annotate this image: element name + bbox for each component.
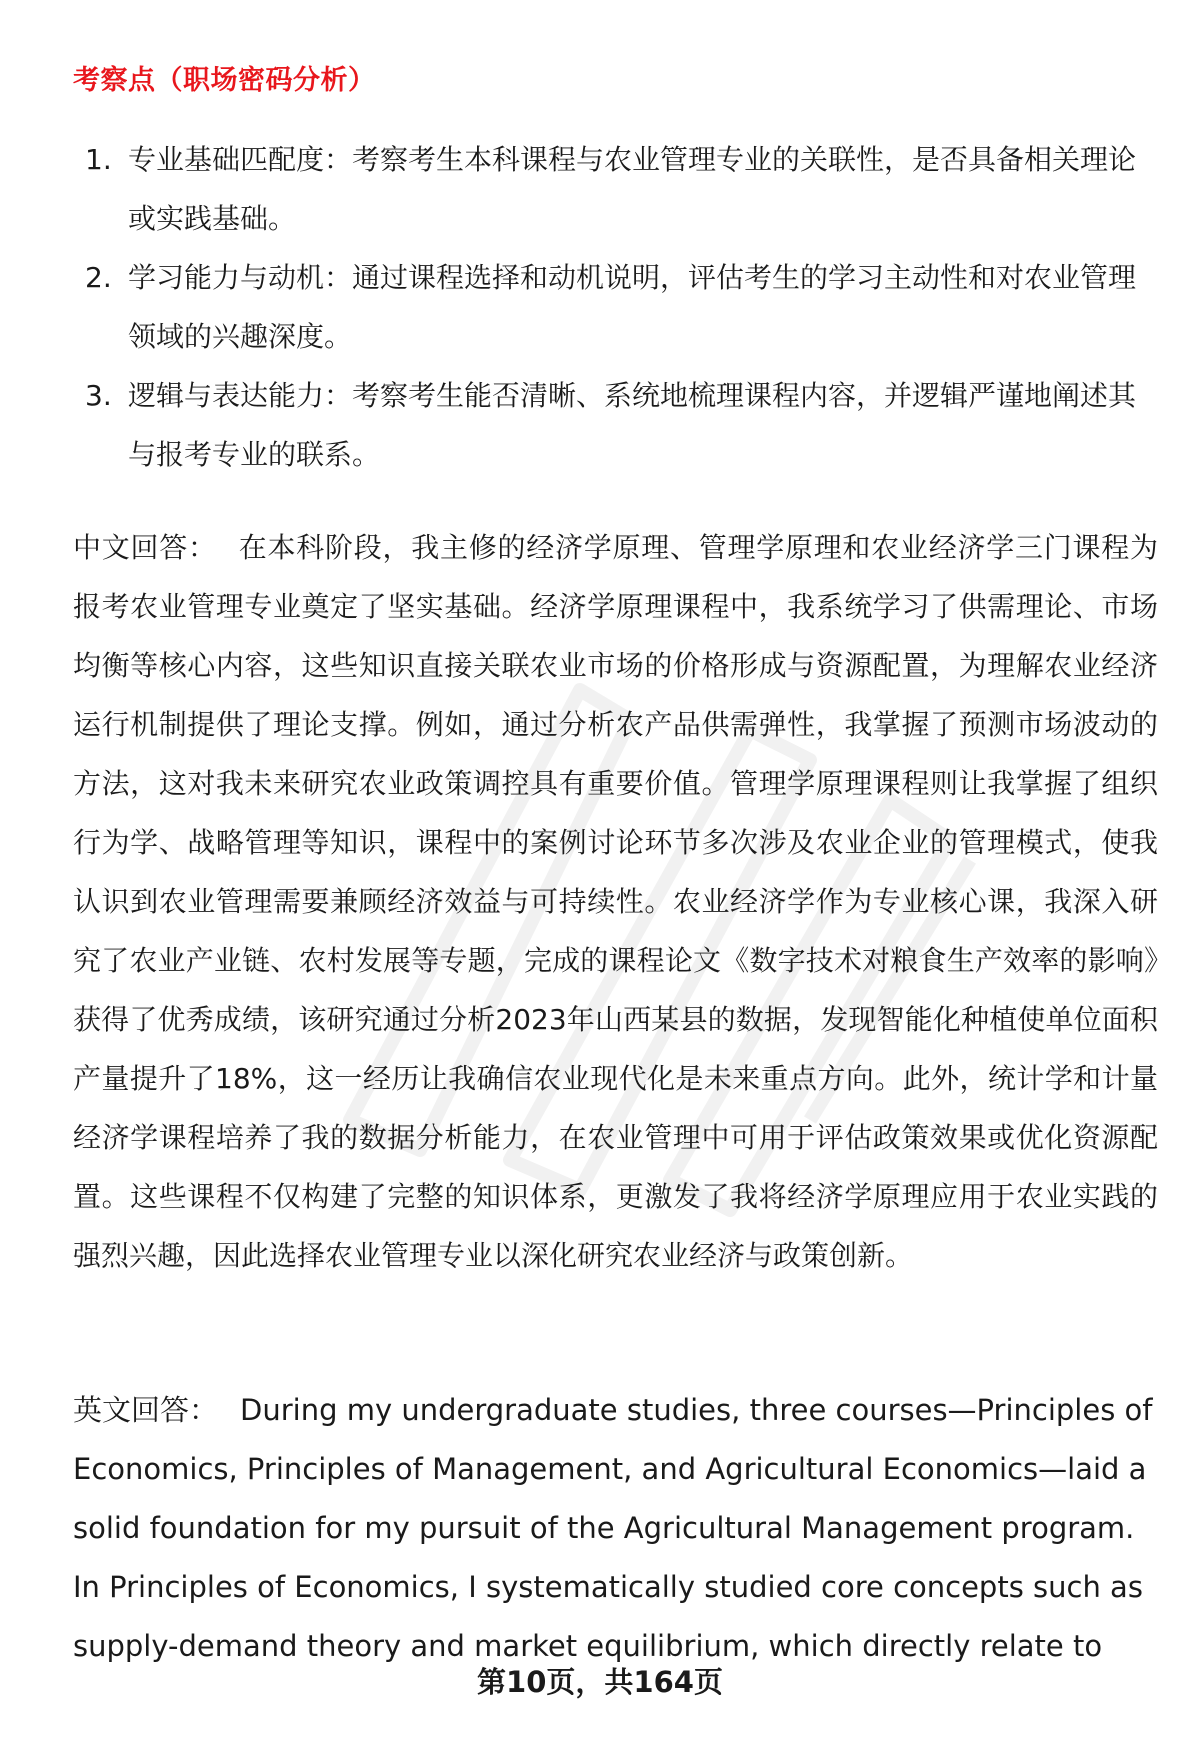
list-item-text: 专业基础匹配度：考察考生本科课程与农业管理专业的关联性，是否具备相关理论或实践基础。 [128,143,1137,235]
english-answer-text: During my undergraduate studies, three courses—Principles of Economics, Principles of Management, and Agricultural Economics—laid a solid foundation for my pursuit of the Agricultural Management program. In Principles of Economics, I systematically studied core concepts such as supply-demand theory and market equilibrium, which directly relate to [73,1393,1153,1663]
chinese-answer-text: 在本科阶段，我主修的经济学原理、管理学原理和农业经济学三门课程为报考农业管理专业奠定了坚实基础。经济学原理课程中，我系统学习了供需理论、市场均衡等核心内容，这些知识直接关联农业市场的价格形成与资源配置，为理解农业经济运行机制提供了理论支撑。例如，通过分析农产品供需弹性，我掌握了预测市场波动的方法，这对我未来研究农业政策调控具有重要价值。管理学原理课程则让我掌握了组织行为学、战略管理等知识，课程中的案例讨论环节多次涉及农业企业的管理模式，使我认识到农业管理需要兼顾经济效益与可持续性。农业经济学作为专业核心课，我深入研究了农业产业链、农村发展等专题，完成的课程论文《数字技术对粮食生产效率的影响》获得了优秀成绩，该研究通过分析2023年山西某县的数据，发现智能化种植使单位面积产量提升了18%，这一经历让我确信农业现代化是未来重点方向。此外，统计学和计量经济学课程培养了我的数据分析能力，在农业管理中可用于评估政策效果或优化资源配置。这些课程不仅构建了完整的知识体系，更激发了我将经济学原理应用于农业实践的强烈兴趣，因此选择农业管理专业以深化研究农业经济与政策创新。 [73,531,1158,1272]
list-item-number: 1. [85,143,112,176]
english-answer-paragraph [73,1381,1153,1676]
assessment-points-list [73,130,1153,484]
list-item-number: 2. [85,261,112,294]
page-number-footer: 第10页，共164页 [477,1665,723,1699]
list-item [73,130,1153,248]
list-item-text: 学习能力与动机：通过课程选择和动机说明，评估考生的学习主动性和对农业管理领域的兴趣深度。 [128,261,1137,353]
chinese-answer-paragraph [73,518,1158,1285]
chinese-answer-label: 中文回答： [73,531,217,564]
list-item [73,366,1153,484]
english-answer-label: 英文回答： [73,1393,219,1427]
section-heading: 考察点（职场密码分析） [73,65,376,96]
list-item-number: 3. [85,379,112,412]
list-item-text: 逻辑与表达能力：考察考生能否清晰、系统地梳理课程内容，并逻辑严谨地阐述其与报考专业的联系。 [128,379,1137,471]
list-item [73,248,1153,366]
